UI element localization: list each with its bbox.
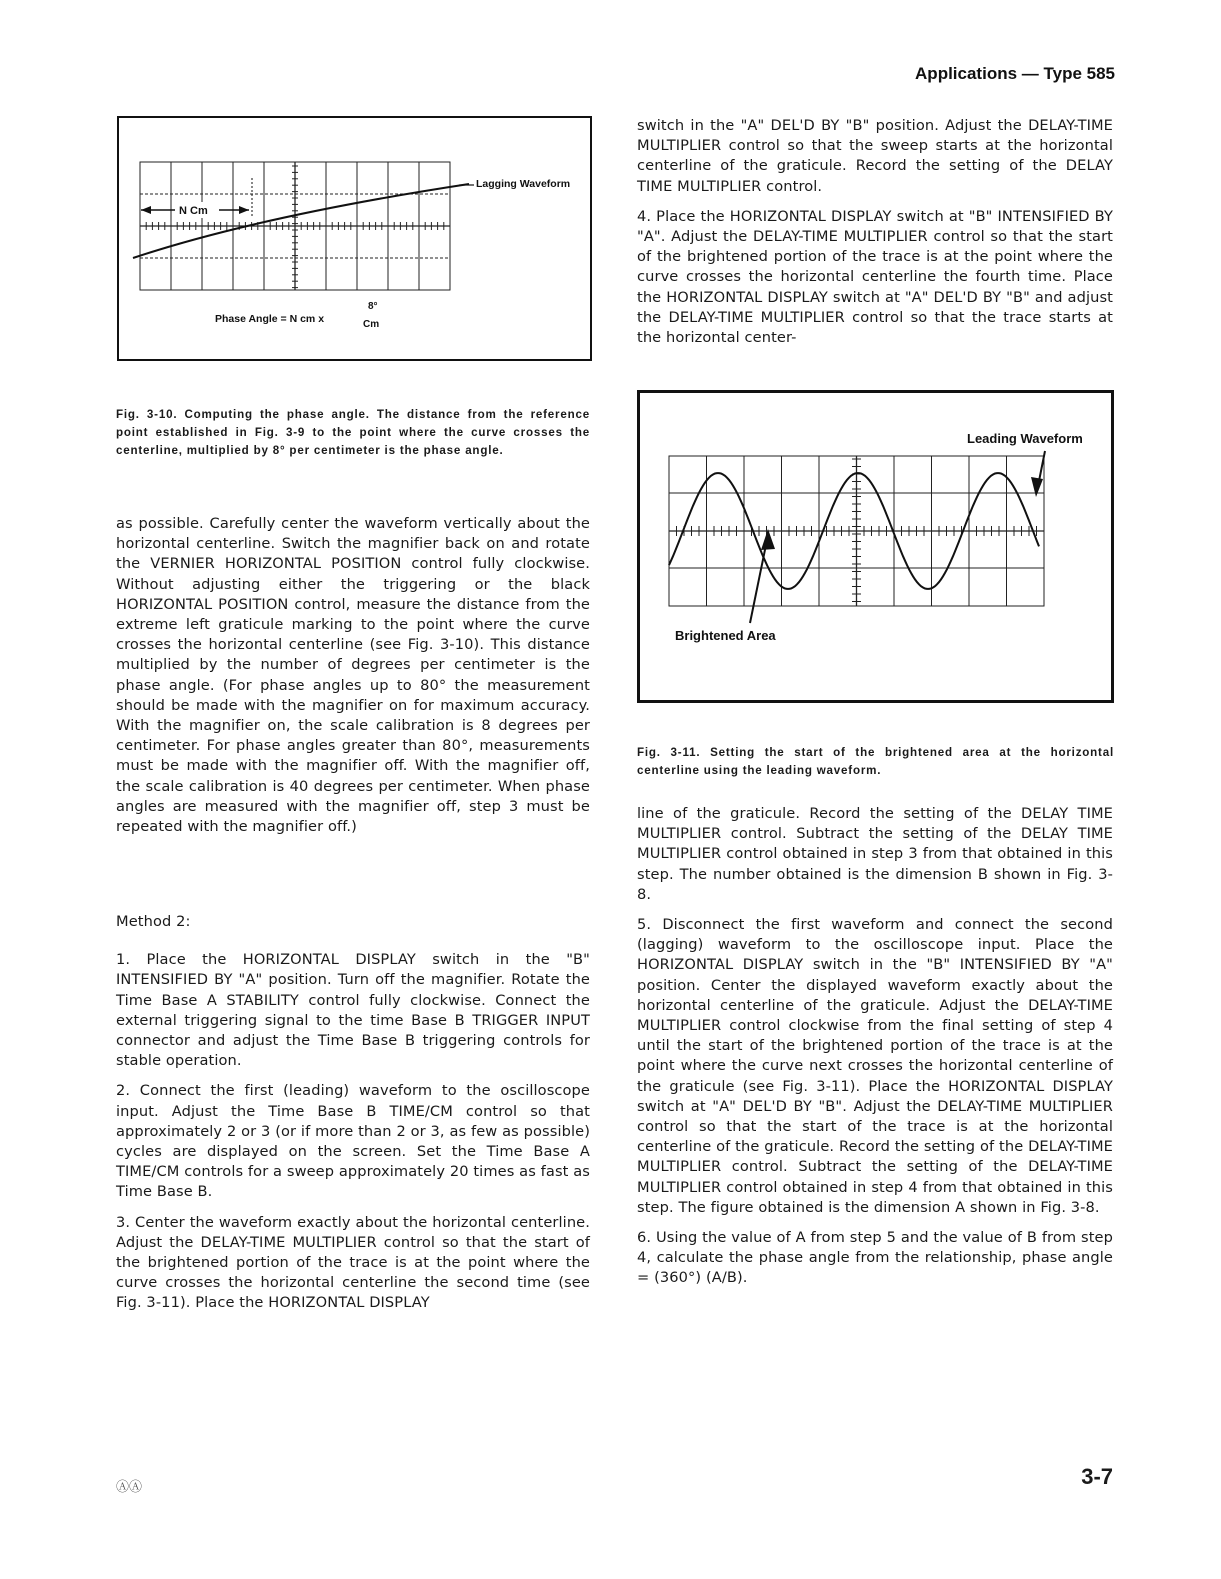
left-column [116, 514, 590, 847]
lagging-waveform-label: Lagging Waveform [476, 178, 571, 190]
right-column-top [637, 116, 1113, 358]
right-column-bottom [637, 804, 1113, 1299]
paragraph-continued: switch in the "A" DEL'D BY "B" position. Adjust the DELAY-TIME MULTIPLIER control so that the sweep starts at the horizontal centerline of the graticule. Record the setting of the DELAY TIME MULTIPLIER control. [637, 117, 1113, 195]
figure-3-10-graticule [119, 118, 590, 359]
phase-formula-denominator: Cm [363, 319, 380, 330]
phase-formula-numerator: 8° [368, 301, 378, 312]
figure-3-10 [117, 116, 592, 361]
step-6: 6. Using the value of A from step 5 and the value of B from step 4, calculate the phase angle from the relationship, phase angle = (360°) (A/B). [637, 1229, 1113, 1287]
brightened-area-label: Brightened Area [675, 628, 776, 643]
figure-3-10-caption: Fig. 3-10. Computing the phase angle. The distance from the reference point established in Fig. 3-9 to the point where the curve crosses the centerline, multiplied by 8° per centimeter is the phase angle. [116, 408, 590, 457]
figure-3-11-graticule [640, 393, 1111, 700]
paragraph-magnifier: as possible. Carefully center the waveform vertically about the horizontal centerline. Switch the magnifier back on and rotate the VERNIER HORIZONTAL POSITION control fully clockwise. Without adjusting either the triggering or the black HORIZONTAL POSITION control, measure the distance from the extreme left graticule marking to the point where the curve crosses the horizontal centerline (see Fig. 3-10). This distance multiplied by the number of degrees per centimeter is the phase angle. (For phase angles up to 80° the measurement should be made with the magnifier on for maximum accuracy. With the magnifier on, the scale calibration is 8 degrees per centimeter. For phase angles greater than 80°, measurements must be made with the magnifier off. With the magnifier off, the scale calibration is 40 degrees per centimeter. When phase angles are measured with the magnifier off, step 3 must be repeated with the magnifier off.) [116, 515, 590, 836]
step-1: 1. Place the HORIZONTAL DISPLAY switch in the "B" INTENSIFIED BY "A" position. Turn off the magnifier. Rotate the Time Base A STABILITY control fully clockwise. Connect the external triggering signal to the time Base B TRIGGER INPUT connector and adjust the Time Base B triggering controls for stable operation. [116, 951, 590, 1070]
step-3: 3. Center the waveform exactly about the horizontal centerline. Adjust the DELAY-TIME MULTIPLIER control so that the start of the brightened portion of the trace is at the point where the curve crosses the horizontal centerline the second time (see Fig. 3-11). Place the HORIZONTAL DISPLAY [116, 1213, 590, 1312]
step-2: 2. Connect the first (leading) waveform to the oscilloscope input. Adjust the Time Base B TIME/CM control so that approximately 2 or 3 (or if more than 2 or 3, as few as possible) cycles are displayed on the screen. Set the Time Base A TIME/CM controls for a sweep approximately 20 times as fast as Time Base B. [116, 1082, 590, 1201]
figure-3-11 [637, 390, 1114, 703]
page-header: Applications — Type 585 [915, 64, 1115, 83]
figure-3-11-caption: Fig. 3-11. Setting the start of the brightened area at the horizontal centerline using the leading waveform. [637, 746, 1114, 777]
paragraph-dimension-b: line of the graticule. Record the setting of the DELAY TIME MULTIPLIER control. Subtract the setting of the DELAY TIME MULTIPLIER control obtained in step 3 from that obtained in this step. The number obtained is the dimension B shown in Fig. 3-8. [637, 805, 1113, 903]
footer-logo-mark: ⒶⒶ [116, 1480, 143, 1495]
leading-waveform-label: Leading Waveform [967, 431, 1083, 446]
phase-formula-left: Phase Angle = N cm x [215, 313, 325, 325]
step-5: 5. Disconnect the first waveform and connect the second (lagging) waveform to the oscilloscope input. Place the HORIZONTAL DISPLAY switch in the "B" INTENSIFIED BY "A" position. Center the displayed waveform exactly about the horizontal centerline of the graticule. Adjust the DELAY-TIME MULTIPLIER control clockwise from the final setting of step 4 until the start of the brightened portion of the trace is at the point where the curve next crosses the horizontal centerline of the graticule (see Fig. 3-11). Place the HORIZONTAL DISPLAY switch at "A" DEL'D BY "B". Adjust the DELAY-TIME MULTIPLIER control so that the start of the trace is at the horizontal centerline of the graticule. Record the setting of the DELAY-TIME MULTIPLIER control. Subtract the setting of the DELAY-TIME MULTIPLIER control obtained in step 4 from that obtained in this step. The figure obtained is the dimension A shown in Fig. 3-8. [637, 916, 1113, 1216]
n-cm-label: N Cm [179, 205, 208, 217]
left-column-method [116, 912, 590, 1324]
method-heading: Method 2: [116, 913, 191, 930]
step-4: 4. Place the HORIZONTAL DISPLAY switch at "B" INTENSIFIED BY "A". Adjust the DELAY-TIME MULTIPLIER control so that the start of the brightened portion of the trace is at the point where the curve crosses the horizontal centerline the fourth time. Place the HORIZONTAL DISPLAY switch at "A" DEL'D BY "B" and adjust the DELAY-TIME MULTIPLIER control so that the trace starts at the horizontal center- [637, 207, 1113, 347]
page-number: 3-7 [1081, 1464, 1113, 1489]
